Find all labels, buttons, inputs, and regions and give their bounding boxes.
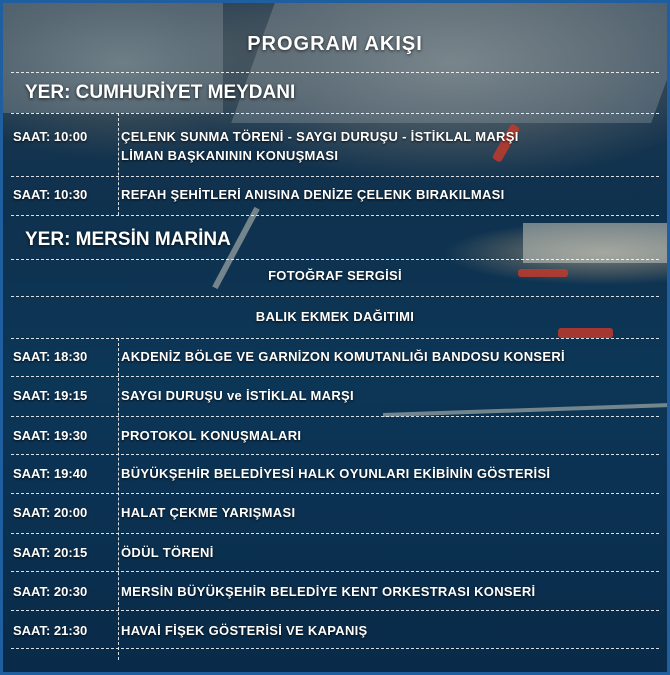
harbor-breakwater bbox=[383, 403, 670, 417]
marina-note-fish-bread: BALIK EKMEK DAĞITIMI bbox=[255, 309, 415, 324]
divider bbox=[11, 648, 659, 649]
ship-graphic bbox=[558, 328, 613, 338]
divider bbox=[11, 533, 659, 534]
divider bbox=[11, 376, 659, 377]
event-description: ÖDÜL TÖRENİ bbox=[121, 545, 214, 560]
divider bbox=[11, 610, 659, 611]
event-description: REFAH ŞEHİTLERİ ANISINA DENİZE ÇELENK BIRAKILMASI bbox=[121, 187, 505, 202]
event-description: PROTOKOL KONUŞMALARI bbox=[121, 428, 302, 443]
event-time: SAAT: 18:30 bbox=[13, 349, 88, 364]
event-time: SAAT: 10:30 bbox=[13, 187, 88, 202]
event-time: SAAT: 21:30 bbox=[13, 623, 88, 638]
divider bbox=[11, 72, 659, 73]
divider bbox=[11, 454, 659, 455]
event-description bbox=[121, 127, 661, 165]
event-line: ÇELENK SUNMA TÖRENİ - SAYGI DURUŞU - İSTİKLAL MARŞI bbox=[121, 129, 519, 144]
divider bbox=[11, 215, 659, 216]
venue-heading-marina: YER: MERSİN MARİNA bbox=[25, 229, 231, 250]
event-time: SAAT: 20:30 bbox=[13, 584, 88, 599]
event-description: AKDENİZ BÖLGE VE GARNİZON KOMUTANLIĞI BANDOSU KONSERİ bbox=[121, 349, 565, 364]
column-divider bbox=[118, 338, 119, 660]
divider bbox=[11, 493, 659, 494]
harbor-pier bbox=[523, 223, 670, 263]
event-time: SAAT: 10:00 bbox=[13, 129, 88, 144]
harbor-dock-area bbox=[231, 3, 670, 123]
divider bbox=[11, 571, 659, 572]
event-description: MERSİN BÜYÜKŞEHİR BELEDİYE KENT ORKESTRASI KONSERİ bbox=[121, 584, 536, 599]
event-line: LİMAN BAŞKANININ KONUŞMASI bbox=[121, 148, 339, 163]
event-description: HAVAİ FİŞEK GÖSTERİSİ VE KAPANIŞ bbox=[121, 623, 368, 638]
divider bbox=[11, 416, 659, 417]
event-time: SAAT: 19:40 bbox=[13, 466, 88, 481]
marina-note-photo-exhibition: FOTOĞRAF SERGİSİ bbox=[268, 268, 402, 283]
divider bbox=[11, 176, 659, 177]
event-time: SAAT: 19:15 bbox=[13, 388, 88, 403]
page-title: PROGRAM AKIŞI bbox=[247, 33, 423, 55]
divider bbox=[11, 259, 659, 260]
event-time: SAAT: 20:00 bbox=[13, 505, 88, 520]
event-description: HALAT ÇEKME YARIŞMASI bbox=[121, 505, 296, 520]
event-description: SAYGI DURUŞU ve İSTİKLAL MARŞI bbox=[121, 388, 354, 403]
event-time: SAAT: 20:15 bbox=[13, 545, 88, 560]
event-description: BÜYÜKŞEHİR BELEDİYESİ HALK OYUNLARI EKİBİNİN GÖSTERİSİ bbox=[121, 466, 551, 481]
divider bbox=[11, 113, 659, 114]
divider bbox=[11, 338, 659, 339]
divider bbox=[11, 296, 659, 297]
event-time: SAAT: 19:30 bbox=[13, 428, 88, 443]
venue-heading-cumhuriyet: YER: CUMHURİYET MEYDANI bbox=[25, 82, 296, 103]
column-divider bbox=[118, 113, 119, 215]
